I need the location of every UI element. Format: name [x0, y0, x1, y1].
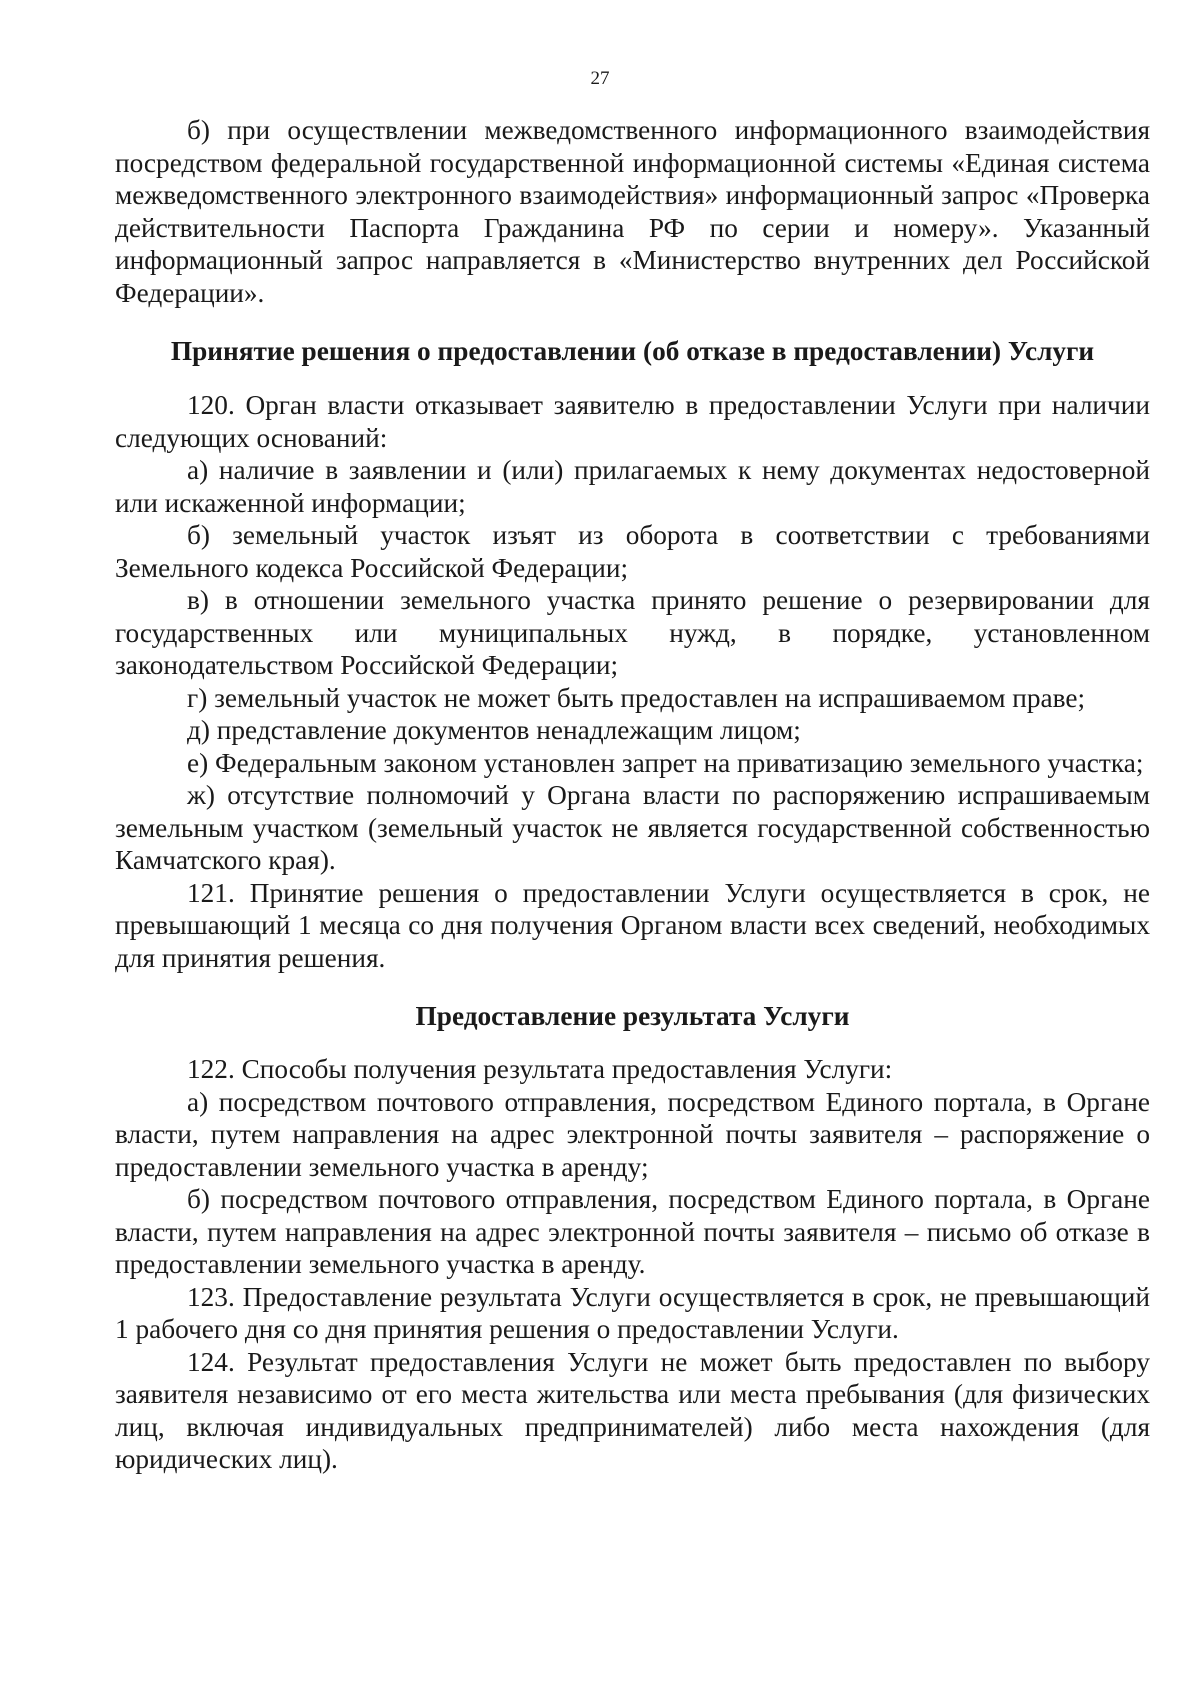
section-heading-decision: [115, 335, 1150, 368]
paragraph-121: 121. Принятие решения о предоставлении Услуги осуществляется в срок, не превышающий 1 месяца со дня получения Органом власти всех сведений, необходимых для принятия решения.: [115, 877, 1150, 973]
list-item: ж) отсутствие полномочий у Органа власти по распоряжению испрашиваемым земельным участком (земельный участок не является государственной собственностью Камчатского края).: [115, 780, 1150, 875]
list-item: а) посредством почтового отправления, посредством Единого портала, в Органе власти, путем направления на адрес электронной почты заявителя – распоряжение о предоставлении земельного участка в аренду;: [115, 1086, 1150, 1182]
list-item: б) земельный участок изъят из оборота в соответствии с требованиями Земельного кодекса Российской Федерации;: [115, 520, 1150, 583]
page-number: 27: [590, 68, 610, 89]
section-heading: Принятие решения о предоставлении (об отказе в предоставлении) Услуги: [170, 336, 1095, 366]
section-heading: Предоставление результата Услуги: [415, 1001, 850, 1031]
list-item: а) наличие в заявлении и (или) прилагаемых к нему документах недостоверной или искаженной информации;: [115, 455, 1150, 518]
list-item: б) посредством почтового отправления, посредством Единого портала, в Органе власти, путем направления на адрес электронной почты заявителя – письмо об отказе в предоставлении земельного участка в аренду.: [115, 1184, 1150, 1279]
paragraph-123: 123. Предоставление результата Услуги осуществляется в срок, не превышающий 1 рабочего дня со дня принятия решения о предоставлении Услуги.: [115, 1281, 1150, 1344]
section-result-body: [115, 1053, 1150, 1476]
list-item: е) Федеральным законом установлен запрет на приватизацию земельного участка;: [187, 747, 1144, 778]
paragraph-122: 122. Способы получения результата предоставления Услуги:: [187, 1054, 893, 1084]
paragraph-124: 124. Результат предоставления Услуги не может быть предоставлен по выбору заявителя независимо от его места жительства или места пребывания (для физических лиц, включая индивидуальных предпринимателей) либо места нахождения (для юридических лиц).: [115, 1346, 1150, 1474]
intro-paragraph: б) при осуществлении межведомственного информационного взаимодействия посредством федеральной государственной информационной системы «Единая система межведомственного электронного взаимодействия» информационный запрос «Проверка действительности Паспорта Гражданина РФ по серии и номеру». Указанный информационный запрос направляется в «Министерство внутренних дел Российской Федерации».: [115, 115, 1150, 308]
section-heading-result: [115, 1000, 1150, 1033]
list-item: г) земельный участок не может быть предоставлен на испрашиваемом праве;: [187, 682, 1086, 713]
section-decision-body: [115, 389, 1150, 974]
list-item: в) в отношении земельного участка принято решение о резервировании для государственных или муниципальных нужд, в порядке, установленном законодательством Российской Федерации;: [115, 585, 1150, 680]
list-item: д) представление документов ненадлежащим лицом;: [187, 715, 801, 745]
intro-block: [115, 114, 1150, 309]
paragraph-120: 120. Орган власти отказывает заявителю в предоставлении Услуги при наличии следующих оснований:: [115, 390, 1150, 453]
